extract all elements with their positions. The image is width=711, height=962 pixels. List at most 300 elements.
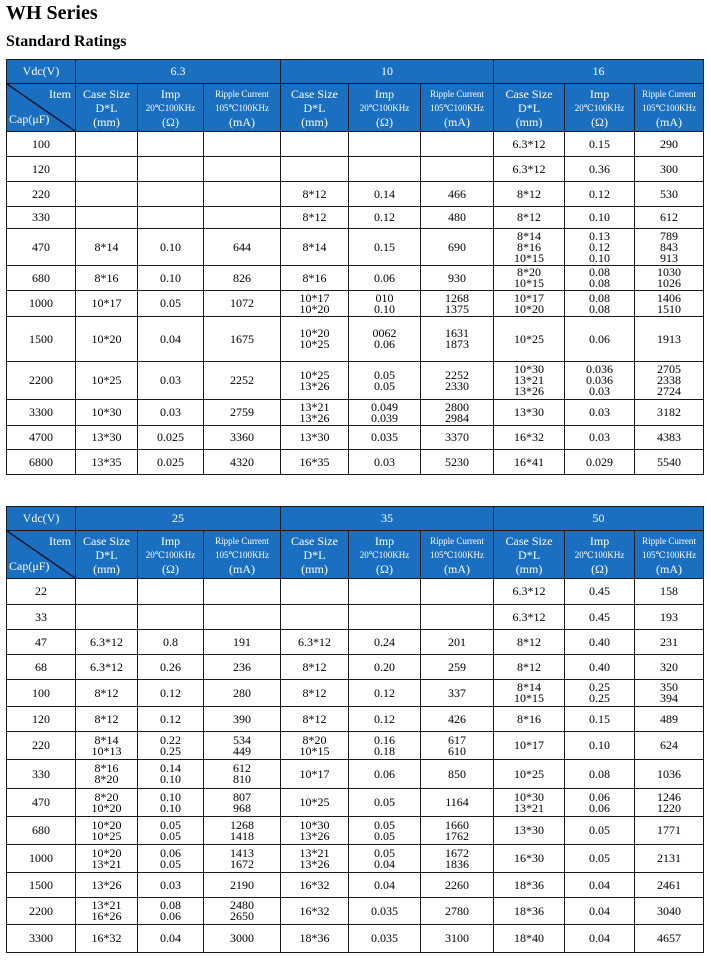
voltage-header	[281, 507, 494, 531]
case-size-cell	[76, 450, 138, 475]
case-size-header	[494, 531, 565, 579]
case-size-value: 10*30	[514, 789, 545, 804]
case-size-cell	[281, 732, 349, 760]
impedance-value: 0.03	[374, 454, 396, 469]
impedance-cell	[138, 707, 204, 732]
ripple-current-value: 612	[233, 761, 251, 775]
section-title: Standard Ratings	[6, 33, 127, 50]
impedance-value: 0.06	[589, 789, 611, 804]
ripple-current-cell	[635, 132, 704, 157]
ripple-current-cell	[635, 630, 704, 655]
case-size-cell	[281, 291, 349, 317]
imp-header	[565, 531, 635, 579]
case-size-value: 8*20	[94, 772, 119, 786]
impedance-value: 0.25	[589, 680, 611, 694]
impedance-value: 0.035	[371, 903, 399, 918]
impedance-value: 0.12	[160, 711, 181, 726]
case-size-value: 10*17	[91, 296, 122, 310]
impedance-value: 0.035	[371, 430, 399, 444]
case-size-value: 8*12	[302, 685, 327, 700]
ripple-current-value: 1836	[445, 856, 470, 871]
ripple-current-cell	[635, 760, 704, 789]
ripple-current-value: 2131	[657, 851, 682, 865]
case-size-header-line: D*L	[303, 547, 326, 562]
impedance-value: 0.40	[589, 634, 611, 649]
case-size-cell	[281, 207, 349, 229]
cap-label: Cap(μF)	[9, 559, 50, 573]
capacitance-cell	[7, 450, 76, 475]
impedance-value: 010	[375, 290, 394, 305]
capacitance-cell	[7, 605, 76, 630]
impedance-cell	[349, 362, 421, 400]
ripple-current-value: 320	[660, 659, 679, 674]
impedance-cell	[138, 732, 204, 760]
imp-header-line: 20℃100KHz	[359, 549, 410, 560]
case-size-value: 8*12	[517, 186, 542, 201]
impedance-value: 0.05	[374, 817, 396, 832]
voltage-header	[494, 507, 704, 531]
case-size-header-line: (mm)	[515, 114, 543, 129]
impedance-value: 0.05	[374, 845, 396, 860]
capacitance-cell	[7, 817, 76, 845]
impedance-value: 0.12	[589, 239, 611, 254]
case-size-cell	[494, 132, 565, 157]
ripple-current-cell	[204, 845, 281, 873]
case-size-cell	[76, 400, 138, 426]
case-size-cell	[494, 426, 565, 450]
case-size-value: 10*20	[91, 331, 122, 346]
capacitance-value: 470	[32, 795, 50, 809]
ripple-current-cell	[635, 925, 704, 953]
ripple-header-line: Ripple Current	[642, 88, 696, 99]
ripple-current-value: 1672	[230, 856, 254, 871]
impedance-cell	[565, 400, 635, 426]
impedance-value: 0.10	[589, 250, 611, 265]
capacitance-cell	[7, 362, 76, 400]
case-size-cell	[76, 132, 138, 157]
capacitance-cell	[7, 132, 76, 157]
imp-header	[138, 531, 204, 579]
impedance-value: 0.12	[589, 186, 611, 201]
case-size-value: 8*12	[94, 711, 119, 726]
ripple-current-cell	[635, 732, 704, 760]
case-size-value: 6.3*12	[512, 584, 546, 598]
case-size-value: 10*25	[91, 828, 122, 843]
voltage-value: 10	[381, 64, 394, 78]
impedance-value: 0.06	[374, 270, 396, 285]
case-size-cell	[76, 789, 138, 817]
case-size-value: 18*40	[514, 931, 545, 945]
ripple-current-cell	[635, 845, 704, 873]
ripple-current-cell	[421, 450, 494, 475]
case-size-cell	[494, 182, 565, 207]
case-size-value: 16*32	[299, 903, 330, 918]
diagonal-divider	[7, 84, 75, 131]
impedance-cell	[565, 680, 635, 707]
case-size-header-line: Case Size	[83, 533, 130, 548]
ripple-current-value: 3360	[230, 430, 254, 444]
cap-label: Cap(μF)	[9, 112, 50, 126]
voltage-header	[76, 507, 281, 531]
capacitance-value: 3300	[29, 405, 53, 419]
ripple-header	[635, 84, 704, 132]
case-size-cell	[76, 707, 138, 732]
case-size-cell	[494, 605, 565, 630]
case-size-header-line: (mm)	[301, 114, 328, 129]
ripple-current-value: 1220	[657, 800, 682, 815]
ripple-header-line: Ripple Current	[430, 88, 484, 99]
ripple-current-value: 1762	[445, 828, 470, 843]
ripple-current-cell	[635, 707, 704, 732]
impedance-cell	[349, 845, 421, 873]
table-row	[7, 426, 704, 450]
voltage-value: 50	[592, 511, 605, 525]
case-size-cell	[76, 732, 138, 760]
ripple-current-value: 789	[660, 228, 679, 243]
case-size-cell	[281, 317, 349, 362]
case-size-value: 10*17	[514, 738, 545, 752]
impedance-value: 0.22	[160, 732, 181, 747]
ripple-current-value: 3182	[657, 405, 682, 419]
case-size-cell	[76, 182, 138, 207]
ripple-current-value: 3100	[445, 931, 470, 945]
capacitance-value: 2200	[29, 373, 53, 387]
case-size-value: 10*25	[299, 367, 330, 382]
table-row	[7, 450, 704, 475]
capacitance-value: 68	[35, 659, 47, 674]
vdc-header	[7, 60, 76, 84]
case-size-value: 10*20	[299, 301, 330, 316]
capacitance-cell	[7, 400, 76, 426]
case-size-cell	[494, 400, 565, 426]
capacitance-value: 100	[32, 685, 50, 700]
impedance-value: 0.15	[589, 136, 611, 151]
table-row	[7, 400, 704, 426]
case-size-cell	[281, 760, 349, 789]
ripple-header-line: (mA)	[229, 561, 255, 576]
ripple-current-value: 1672	[445, 845, 470, 860]
impedance-cell	[138, 925, 204, 953]
case-size-value: 8*14	[517, 680, 542, 694]
impedance-cell	[349, 707, 421, 732]
impedance-value: 0.03	[589, 430, 611, 444]
capacitance-value: 1000	[29, 851, 53, 865]
impedance-value: 0.04	[374, 877, 396, 892]
impedance-value: 0.029	[586, 454, 614, 469]
case-size-cell	[494, 655, 565, 680]
case-size-cell	[281, 229, 349, 266]
impedance-cell	[138, 291, 204, 317]
case-size-value: 16*32	[91, 931, 122, 945]
case-size-value: 16*32	[299, 877, 330, 892]
ripple-current-cell	[421, 266, 494, 291]
ripple-current-value: 1246	[657, 789, 682, 804]
ripple-current-value: 690	[448, 239, 467, 254]
case-size-value: 13*26	[299, 410, 330, 425]
impedance-value: 0.03	[589, 384, 611, 398]
impedance-cell	[565, 426, 635, 450]
table-row	[7, 229, 704, 266]
impedance-value: 0.04	[374, 856, 396, 871]
impedance-cell	[349, 760, 421, 789]
ripple-current-cell	[635, 789, 704, 817]
case-size-cell	[281, 845, 349, 873]
ripple-current-cell	[421, 400, 494, 426]
ripple-header-line: 105℃100KHz	[214, 102, 270, 113]
ripple-current-cell	[204, 362, 281, 400]
ripple-current-cell	[204, 266, 281, 291]
case-size-cell	[281, 707, 349, 732]
capacitance-cell	[7, 845, 76, 873]
ripple-header-line: 105℃100KHz	[642, 102, 697, 113]
case-size-header-line: Case Size	[291, 533, 339, 548]
ripple-current-cell	[421, 630, 494, 655]
impedance-value: 0.13	[589, 228, 611, 243]
ripple-current-cell	[204, 207, 281, 229]
case-size-header-line: D*L	[518, 547, 541, 562]
ripple-current-cell	[204, 707, 281, 732]
ripple-header-line: Ripple Current	[430, 535, 484, 546]
ripple-current-value: 337	[448, 685, 467, 700]
ripple-current-cell	[204, 400, 281, 426]
impedance-cell	[349, 732, 421, 760]
case-size-value: 13*30	[91, 430, 122, 444]
case-size-header-line: (mm)	[93, 561, 120, 576]
ripple-current-value: 2338	[657, 373, 682, 387]
impedance-cell	[565, 605, 635, 630]
case-size-value: 6.3*12	[512, 136, 546, 151]
ripple-current-value: 2190	[230, 877, 254, 892]
capacitance-cell	[7, 182, 76, 207]
impedance-cell	[349, 157, 421, 182]
imp-header-line: Imp	[374, 533, 395, 548]
table-row	[7, 707, 704, 732]
case-size-value: 13*30	[514, 405, 545, 419]
ripple-current-value: 610	[448, 743, 467, 758]
impedance-cell	[565, 207, 635, 229]
ripple-current-value: 3370	[445, 430, 470, 444]
case-size-cell	[281, 817, 349, 845]
imp-header-line: Imp	[160, 533, 181, 548]
impedance-value: 0.05	[374, 828, 396, 843]
ripple-current-cell	[421, 898, 494, 925]
ripple-current-value: 1268	[230, 817, 254, 832]
impedance-value: 0.04	[160, 331, 181, 346]
item-cap-header	[7, 84, 76, 132]
ripple-current-cell	[204, 229, 281, 266]
ripple-current-value: 5540	[657, 454, 682, 469]
ripple-current-value: 1771	[657, 823, 682, 837]
case-size-cell	[494, 229, 565, 266]
impedance-value: 0.08	[160, 898, 181, 912]
case-size-value: 8*16	[517, 239, 542, 254]
impedance-value: 0.025	[157, 430, 184, 444]
ripple-current-cell	[204, 157, 281, 182]
page-title: WH Series	[6, 2, 98, 24]
case-size-value: 8*12	[94, 685, 119, 700]
capacitance-value: 1500	[29, 331, 53, 346]
ripple-current-value: 624	[660, 738, 679, 752]
table-row	[7, 873, 704, 898]
ripple-current-value: 1406	[657, 290, 682, 305]
ripple-current-value: 193	[660, 609, 679, 624]
case-size-header	[494, 84, 565, 132]
impedance-cell	[565, 845, 635, 873]
impedance-cell	[565, 157, 635, 182]
case-size-cell	[281, 630, 349, 655]
case-size-cell	[494, 157, 565, 182]
case-size-value: 8*16	[302, 270, 327, 285]
voltage-value: 16	[592, 64, 605, 78]
ripple-current-cell	[635, 207, 704, 229]
impedance-value: 0.14	[374, 186, 396, 201]
ripple-current-value: 1164	[445, 795, 469, 809]
capacitance-value: 120	[32, 711, 50, 726]
ripple-header	[421, 531, 494, 579]
capacitance-cell	[7, 157, 76, 182]
impedance-value: 0.10	[160, 800, 181, 815]
ratings-table-low-voltage	[6, 59, 704, 475]
case-size-cell	[281, 579, 349, 605]
ripple-current-cell	[421, 732, 494, 760]
table-row	[7, 291, 704, 317]
case-size-value: 8*12	[517, 210, 542, 224]
impedance-cell	[349, 229, 421, 266]
impedance-cell	[138, 845, 204, 873]
ripple-current-cell	[421, 229, 494, 266]
item-label: Item	[49, 534, 71, 548]
voltage-value: 35	[381, 511, 394, 525]
impedance-cell	[349, 655, 421, 680]
ripple-current-cell	[421, 579, 494, 605]
vdc-label: Vdc(V)	[22, 511, 60, 525]
impedance-cell	[349, 450, 421, 475]
ripple-current-value: 290	[660, 136, 679, 151]
impedance-cell	[138, 450, 204, 475]
item-label: Item	[49, 87, 71, 101]
impedance-value: 0.06	[374, 766, 396, 781]
voltage-header	[281, 60, 494, 84]
case-size-value: 13*21	[91, 898, 122, 912]
case-size-cell	[281, 680, 349, 707]
ripple-current-cell	[204, 317, 281, 362]
capacitance-cell	[7, 680, 76, 707]
case-size-value: 16*41	[514, 454, 545, 469]
ripple-current-value: 850	[448, 766, 467, 781]
table-row	[7, 317, 704, 362]
capacitance-cell	[7, 707, 76, 732]
case-size-cell	[281, 400, 349, 426]
imp-header	[138, 84, 204, 132]
ripple-current-cell	[204, 817, 281, 845]
impedance-cell	[138, 426, 204, 450]
impedance-cell	[349, 426, 421, 450]
impedance-cell	[349, 873, 421, 898]
ripple-current-value: 2480	[230, 898, 254, 912]
impedance-value: 0.04	[589, 903, 611, 918]
case-size-value: 16*35	[299, 454, 330, 469]
imp-header-line: (Ω)	[376, 114, 393, 129]
impedance-value: 0.40	[589, 659, 611, 674]
impedance-value: 0.12	[374, 685, 396, 700]
ripple-current-cell	[421, 207, 494, 229]
case-size-value: 13*30	[514, 823, 545, 837]
impedance-value: 0.10	[589, 210, 611, 224]
impedance-cell	[565, 630, 635, 655]
imp-header	[349, 531, 421, 579]
diagonal-divider	[7, 531, 75, 578]
impedance-cell	[349, 630, 421, 655]
case-size-cell	[281, 655, 349, 680]
ripple-current-value: 1036	[657, 766, 682, 781]
impedance-cell	[138, 579, 204, 605]
case-size-value: 8*12	[517, 659, 542, 674]
ripple-header-line: Ripple Current	[215, 88, 269, 99]
capacitance-cell	[7, 291, 76, 317]
case-size-value: 8*20	[517, 265, 542, 279]
capacitance-cell	[7, 266, 76, 291]
impedance-cell	[349, 317, 421, 362]
ripple-current-value: 2780	[445, 903, 470, 918]
capacitance-value: 22	[35, 584, 47, 598]
ripple-current-cell	[204, 579, 281, 605]
ripple-current-value: 1268	[445, 290, 470, 305]
case-size-cell	[494, 817, 565, 845]
impedance-cell	[349, 925, 421, 953]
ripple-current-cell	[204, 182, 281, 207]
table-row	[7, 789, 704, 817]
impedance-value: 0.04	[160, 931, 181, 945]
ripple-current-cell	[635, 898, 704, 925]
ratings-table-high-voltage	[6, 506, 704, 953]
impedance-cell	[349, 266, 421, 291]
impedance-cell	[349, 789, 421, 817]
impedance-cell	[138, 655, 204, 680]
ripple-current-value: 2260	[445, 877, 470, 892]
impedance-value: 0.45	[589, 609, 611, 624]
impedance-value: 0.04	[589, 931, 611, 945]
ripple-current-cell	[204, 789, 281, 817]
imp-header	[349, 84, 421, 132]
impedance-value: 0.06	[374, 337, 396, 351]
impedance-value: 0062	[372, 326, 397, 340]
impedance-value: 0.035	[371, 931, 399, 945]
case-size-cell	[494, 362, 565, 400]
impedance-value: 0.03	[160, 373, 181, 387]
impedance-value: 0.14	[160, 761, 181, 775]
case-size-value: 13*21	[299, 399, 330, 414]
case-size-cell	[76, 317, 138, 362]
table-row	[7, 132, 704, 157]
case-size-value: 10*25	[91, 373, 122, 387]
impedance-value: 0.05	[374, 795, 396, 809]
ripple-current-value: 2252	[445, 367, 470, 382]
case-size-cell	[76, 157, 138, 182]
capacitance-cell	[7, 630, 76, 655]
ripple-current-cell	[204, 873, 281, 898]
impedance-cell	[349, 579, 421, 605]
impedance-value: 0.05	[589, 823, 611, 837]
impedance-cell	[349, 400, 421, 426]
case-size-header-line: D*L	[303, 100, 326, 115]
ripple-current-value: 201	[448, 634, 467, 649]
impedance-cell	[565, 707, 635, 732]
impedance-value: 0.06	[160, 845, 181, 860]
ripple-current-value: 2252	[230, 373, 254, 387]
case-size-value: 8*16	[94, 270, 119, 285]
case-size-header-line: D*L	[95, 547, 118, 562]
ripple-current-value: 390	[233, 711, 251, 726]
